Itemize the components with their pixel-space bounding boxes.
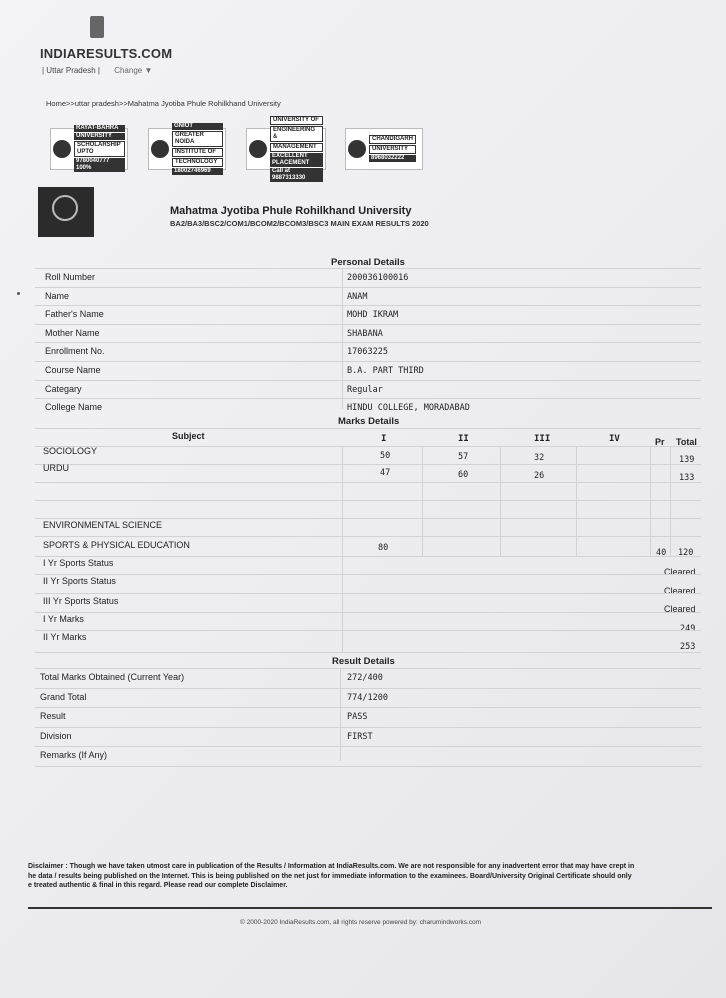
row-label: Roll Number [45,272,96,282]
row-value: 17063225 [347,347,388,358]
row-value: ANAM [347,291,368,302]
row-label: Enrollment No. [45,346,105,357]
col-total: Total [676,437,697,447]
row-divider [35,464,701,465]
table-row [35,305,701,324]
col-i: I [381,434,387,444]
region-label: | Uttar Pradesh | [42,66,100,75]
row-label: Name [45,290,70,301]
table-row [35,361,701,380]
table-row [35,746,701,767]
row-divider [35,428,701,429]
ad-line: UNIVERSITY OF [270,116,323,125]
status-value: Cleared [664,567,696,577]
disclaimer-line[interactable]: e treated authentic & final in this regard. Please read our complete Disclaimer. [28,882,288,889]
table-row [35,688,701,708]
ad-line: UNIVERSITY [369,145,416,154]
logo-mark-icon [90,16,104,38]
status-label: I Yr Marks [43,614,84,624]
ad-line: MANAGEMENT [270,143,323,152]
ad-line: 9780040777 100% [74,158,125,172]
row-value: SHABANA [347,328,383,339]
row-value: FIRST [347,731,373,742]
breadcrumb[interactable]: Home>>uttar pradesh>>Mahatma Jyotiba Phule Rohilkhand University [46,99,281,108]
column-divider [670,446,671,556]
ad-emblem-icon [53,140,71,158]
col-iii: III [534,434,551,444]
subject-urdu: URDU [43,463,69,473]
status-label: II Yr Sports Status [43,576,116,586]
status-label: I Yr Sports Status [43,558,114,568]
table-row [35,287,701,306]
column-divider [340,668,341,761]
result-details-table [35,668,701,767]
marks-details-title: Marks Details [338,416,400,427]
ad-line: TECHNOLOGY [172,158,223,167]
total-cell: 133 [679,473,695,483]
mark-cell: 57 [458,452,469,462]
status-value: 253 [680,642,696,652]
personal-details-table [35,268,701,417]
row-divider [35,518,701,519]
ad-emblem-icon [151,140,169,158]
row-divider [35,652,701,653]
mark-cell: 26 [534,471,545,481]
column-divider [342,268,343,409]
ad-chandigarh[interactable] [345,128,423,170]
row-value: 774/1200 [347,692,388,703]
status-label: III Yr Sports Status [43,596,119,606]
row-divider [35,612,701,613]
column-divider [500,446,501,556]
subject-sociology: SOCIOLOGY [43,446,98,456]
copyright: © 2000-2020 IndiaResults.com, all rights reserve powered by: charumindworks.com [240,919,482,926]
status-value: 249 [680,624,696,634]
table-row [35,707,701,727]
col-subject: Subject [172,431,205,441]
row-label: Division [40,730,72,741]
row-label: Mother Name [45,327,100,338]
mark-cell: 50 [380,451,391,461]
table-row [35,668,701,688]
scan-speck [17,292,20,295]
total-cell: 120 [678,548,694,558]
subject-sports: SPORTS & PHYSICAL EDUCATION [43,540,190,550]
disclaimer-line: Disclaimer : Though we have taken utmost care in publication of the Results / Information at IndiaResults.com. We are not responsible for any inadvertent error that may have crept in [28,863,635,870]
ad-rayat-bahra[interactable] [50,125,128,171]
ad-line: INSTITUTE OF [172,148,223,157]
status-value: Cleared [664,604,696,614]
subject-environmental: ENVIRONMENTAL SCIENCE [43,520,163,530]
site-logo[interactable]: INDIARESULTS.COM [40,46,173,61]
row-divider [35,482,701,483]
mark-cell: 47 [380,468,391,478]
ad-line: 18002746969 [172,168,223,175]
column-divider [576,446,577,556]
row-divider [35,556,701,557]
row-divider [35,630,701,631]
total-cell: 139 [679,455,695,465]
ad-line: GNIOT [172,123,223,130]
mark-cell: 32 [534,453,545,463]
ad-emblem-icon [249,140,267,158]
status-label: II Yr Marks [43,632,87,642]
footer-divider [28,907,712,909]
status-value: Cleared [664,586,696,596]
row-label: Father's Name [45,309,104,320]
ad-line: GREATER NOIDA [172,131,223,147]
mark-cell: 80 [378,543,389,553]
ad-emblem-icon [348,140,366,158]
row-value: 272/400 [347,673,383,683]
row-divider [35,500,701,501]
ad-line: 8968032222 [369,155,416,162]
row-label: Remarks (If Any) [40,750,108,760]
result-details-title: Result Details [332,656,395,667]
ad-line: EXCELLENT PLACEMENT [270,153,323,167]
ad-line: CHANDIGARH [369,135,416,144]
exam-title: BA2/BA3/BSC2/COM1/BCOM2/BCOM3/BSC3 MAIN EXAM RESULTS 2020 [170,219,429,228]
mark-cell: 60 [458,470,469,480]
disclaimer-line: he data / results being published on the Internet. This is being published on the net just for immediate information to the examinees. Board/University Original Certificate should only [28,872,632,880]
table-row [35,268,701,287]
ad-line: RAYAT-BAHRA [74,125,125,132]
row-divider [35,593,701,594]
column-divider [422,446,423,556]
ad-uem[interactable] [246,116,326,181]
row-value: PASS [347,712,368,722]
row-value: 200036100016 [347,273,409,283]
row-value: MOHD IKRAM [347,310,399,321]
row-label: Result [40,711,66,721]
row-label: Course Name [45,364,101,375]
ad-line: UNIVERSITY [74,133,125,140]
university-name: Mahatma Jyotiba Phule Rohilkhand University [170,205,412,217]
row-label: Categary [45,383,82,394]
col-ii: II [458,434,469,444]
seal-emblem-icon [52,195,78,221]
row-divider [35,536,701,537]
ad-gniot[interactable] [148,122,226,174]
university-seal [38,187,94,237]
ad-line: SCHOLARSHIP UPTO [74,141,125,157]
row-label: College Name [45,402,103,413]
row-value: B.A. PART THIRD [347,365,424,376]
pr-cell: 40 [656,548,667,558]
row-label: Total Marks Obtained (Current Year) [40,672,185,682]
col-iv: IV [609,434,620,444]
row-divider [35,446,701,447]
row-divider [35,574,701,575]
column-divider [650,446,651,556]
table-row [35,324,701,343]
ad-line: Call at 9887313330 [270,168,323,182]
row-value: Regular [347,384,383,395]
column-divider [342,446,343,652]
region-bar [42,66,152,75]
table-row [35,398,701,417]
table-row [35,342,701,361]
row-value: HINDU COLLEGE, MORADABAD [347,403,470,414]
ad-line: ENGINEERING & [270,126,323,142]
table-row [35,380,701,399]
row-label: Grand Total [40,691,87,702]
col-pr: Pr [655,437,665,447]
personal-details-title: Personal Details [331,257,405,268]
disclaimer [28,862,708,891]
table-row [35,727,701,747]
change-region-link[interactable]: Change ▼ [114,66,153,75]
